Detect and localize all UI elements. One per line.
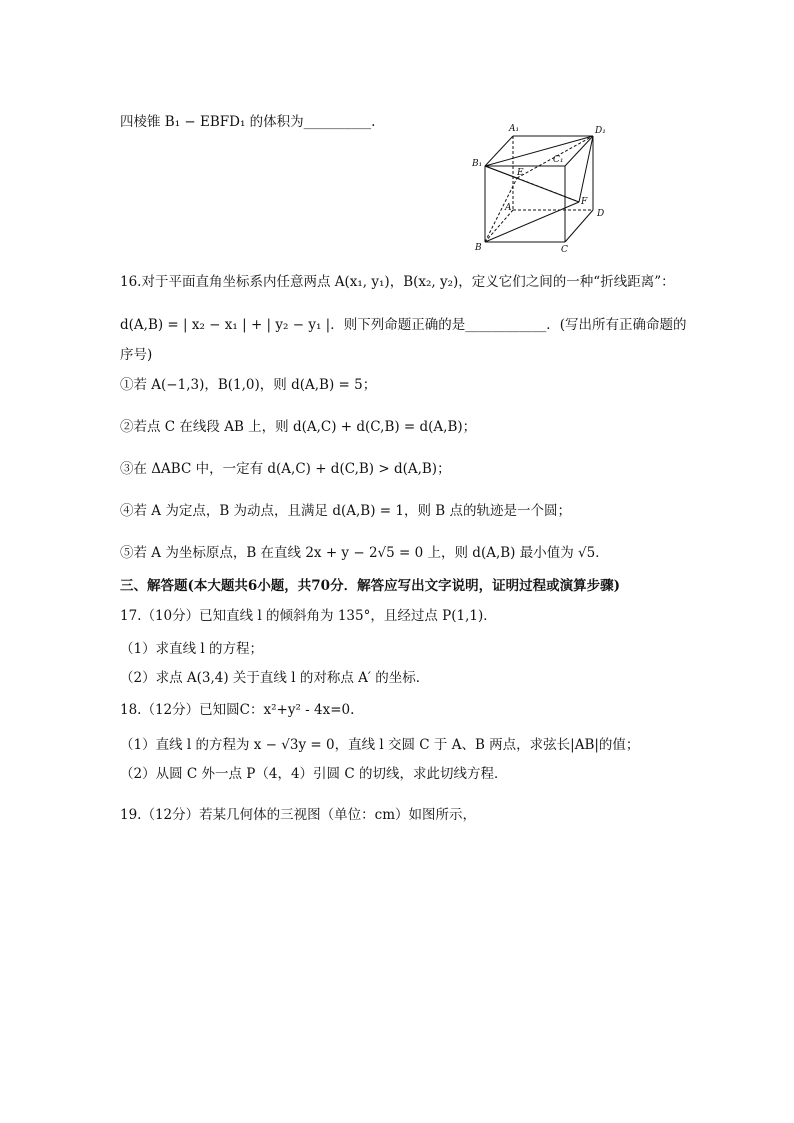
label-c1: C₁ — [553, 155, 564, 165]
edge-b1-d1 — [485, 136, 593, 166]
label-d: D — [597, 209, 605, 219]
edge-b1-a1 — [485, 136, 513, 166]
label-e: E — [517, 168, 524, 178]
cube-diagram — [465, 118, 615, 258]
label-b: B — [475, 243, 482, 253]
q16-item-4: ④若 A 为定点，B 为动点，且满足 d(A,B) = 1，则 B 点的轨迹是一个圆； — [120, 503, 571, 519]
label-d1: D₁ — [595, 126, 606, 136]
q17-stem: 17.（10分）已知直线 l 的倾斜角为 135°，且经过点 P(1,1)． — [120, 608, 497, 624]
q17-part-2: （2）求点 A(3,4) 关于直线 l 的对称点 A′ 的坐标． — [120, 670, 430, 686]
label-a1: A₁ — [509, 124, 520, 134]
edge-f-d1 — [579, 136, 593, 202]
q18-stem: 18.（12分）已知圆C：x²+y² - 4x=0. — [120, 702, 355, 718]
label-b1: B₁ — [472, 159, 483, 169]
q16-definition: d(A,B) = | x₂ − x₁ | + | y₂ − y₁ |．则下列命题正确的是____________．(写出所有正确命题的 — [120, 317, 687, 333]
edge-c1-d1 — [565, 136, 593, 166]
q19-stem: 19.（12分）若某几何体的三视图（单位：cm）如图所示， — [120, 807, 477, 823]
edge-b-e — [485, 178, 517, 242]
label-c: C — [561, 245, 568, 255]
q16-intro: 16.对于平面直角坐标系内任意两点 A(x₁, y₁)，B(x₂, y₂)，定义它们之间的一种“折线距离”： — [120, 274, 675, 290]
section3-heading: 三、解答题(本大题共6小题，共70分．解答应写出文字说明，证明过程或演算步骤) — [120, 578, 620, 594]
q18-part-2: （2）从圆 C 外一点 P（4，4）引圆 C 的切线，求此切线方程． — [120, 766, 508, 782]
q16-item-2: ②若点 C 在线段 AB 上，则 d(A,C) + d(C,B) = d(A,B)； — [120, 419, 477, 435]
edge-c-d — [565, 210, 593, 242]
q15-volume-line: 四棱锥 B₁ − EBFD₁ 的体积为__________. — [120, 114, 376, 130]
q16-definition-cont: 序号) — [120, 347, 153, 363]
q18-part-1: （1）直线 l 的方程为 x − √3y = 0，直线 l 交圆 C 于 A、B 两点，求弦长|AB|的值； — [120, 737, 640, 753]
q17-part-1: （1）求直线 l 的方程； — [120, 641, 263, 657]
label-a: A — [505, 203, 512, 213]
q16-item-5: ⑤若 A 为坐标原点，B 在直线 2x + y − 2√5 = 0 上，则 d(A,B) 最小值为 √5． — [120, 545, 609, 561]
q16-item-3: ③在 ΔABC 中，一定有 d(A,C) + d(C,B) > d(A,B)； — [120, 461, 451, 477]
label-f: F — [581, 197, 588, 207]
q16-item-1: ①若 A(−1,3)，B(1,0)，则 d(A,B) = 5； — [120, 377, 377, 393]
